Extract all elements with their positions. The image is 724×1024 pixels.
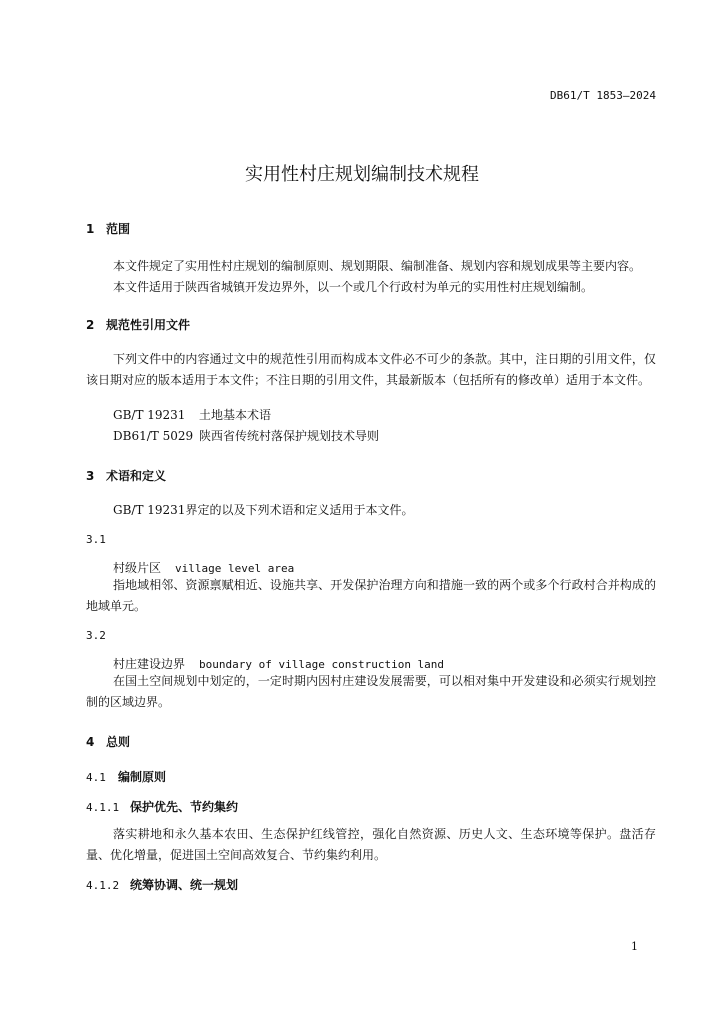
subsection-4-1-1-heading (86, 798, 238, 816)
subsection-number: 4.1.1 (86, 801, 120, 814)
section-1-paragraph-2: 本文件适用于陕西省城镇开发边界外，以一个或几个行政村为单元的实用性村庄规划编制。 (113, 280, 594, 294)
subsection-4-1-2-heading (86, 876, 238, 894)
subsection-number: 4.1 (86, 771, 106, 784)
section-1-paragraph-1: 本文件规定了实用性村庄规划的编制原则、规划期限、编制准备、规划内容和规划成果等主要内容。 (113, 259, 642, 273)
subsection-title: 统筹协调、统一规划 (130, 878, 239, 892)
section-number: 2 (86, 318, 95, 332)
page-number: 1 (631, 940, 638, 953)
section-3-heading (86, 467, 166, 484)
subsection-4-1-heading (86, 768, 166, 786)
term-english: village level area (175, 562, 295, 575)
section-number: 4 (86, 735, 95, 749)
term-number: 3.1 (86, 533, 106, 546)
section-title: 总则 (106, 735, 131, 749)
subsection-title: 编制原则 (118, 770, 167, 784)
section-2-heading (86, 316, 190, 333)
term-number: 3.2 (86, 629, 106, 642)
section-title: 范围 (106, 222, 131, 236)
reference-name: 土地基本术语 (199, 408, 272, 422)
section-title: 术语和定义 (106, 469, 167, 483)
reference-item (113, 426, 379, 447)
reference-item (113, 405, 271, 426)
section-title: 规范性引用文件 (106, 318, 191, 332)
standard-number: DB61/T 1853—2024 (550, 89, 656, 102)
section-4-heading (86, 733, 130, 750)
term-definition: 指地域相邻、资源禀赋相近、设施共享、开发保护治理方向和措施一致的两个或多个行政村合并构成的地域单元。 (86, 578, 656, 613)
reference-code: GB/T 19231 (113, 408, 186, 422)
section-number: 1 (86, 222, 95, 236)
term-definition: 在国土空间规划中划定的，一定时期内因村庄建设发展需要，可以相对集中开发建设和必须实行规划控制的区域边界。 (86, 674, 656, 709)
section-2-intro: 下列文件中的内容通过文中的规范性引用而构成本文件必不可少的条款。其中，注日期的引用文件，仅该日期对应的版本适用于本文件；不注日期的引用文件，其最新版本（包括所有的修改单）适用于本文件。 (86, 352, 656, 387)
document-title: 实用性村庄规划编制技术规程 (245, 164, 479, 185)
reference-name: 陕西省传统村落保护规划技术导则 (199, 429, 380, 443)
section-3-intro: GB/T 19231界定的以及下列术语和定义适用于本文件。 (113, 503, 414, 517)
term-chinese: 村庄建设边界 (113, 657, 186, 671)
section-1-heading (86, 220, 130, 237)
section-number: 3 (86, 469, 95, 483)
subsection-number: 4.1.2 (86, 879, 120, 892)
term-english: boundary of village construction land (199, 658, 445, 671)
reference-code: DB61/T 5029 (113, 429, 194, 443)
subsection-4-1-1-text: 落实耕地和永久基本农田、生态保护红线管控，强化自然资源、历史人文、生态环境等保护。盘活存量、优化增量，促进国土空间高效复合、节约集约利用。 (86, 827, 656, 862)
subsection-title: 保护优先、节约集约 (130, 800, 239, 814)
term-chinese: 村级片区 (113, 561, 162, 575)
